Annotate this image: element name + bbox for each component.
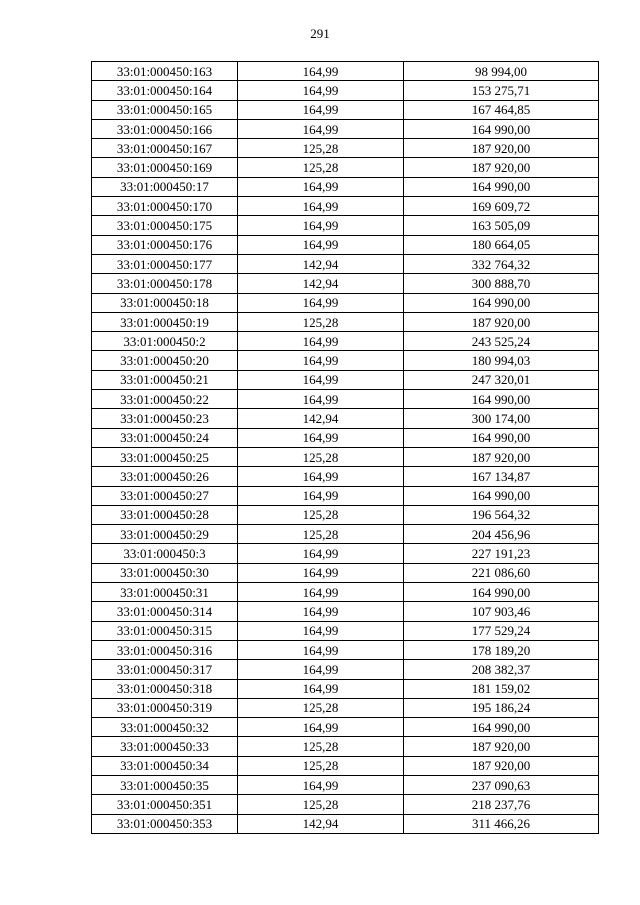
table-row (92, 621, 599, 640)
area-cell: 164,99 (238, 370, 404, 389)
area-cell: 125,28 (238, 505, 404, 524)
table-row (92, 505, 599, 524)
value-cell: 98 994,00 (404, 62, 599, 81)
value-cell: 180 994,03 (404, 351, 599, 370)
value-cell: 164 990,00 (404, 293, 599, 312)
cadastral-number-cell: 33:01:000450:20 (92, 351, 238, 370)
cadastral-number-cell: 33:01:000450:28 (92, 505, 238, 524)
value-cell: 300 174,00 (404, 409, 599, 428)
value-cell: 227 191,23 (404, 544, 599, 563)
area-cell: 142,94 (238, 409, 404, 428)
cadastral-number-cell: 33:01:000450:315 (92, 621, 238, 640)
value-cell: 177 529,24 (404, 621, 599, 640)
area-cell: 164,99 (238, 467, 404, 486)
value-cell: 196 564,32 (404, 505, 599, 524)
cadastral-number-cell: 33:01:000450:24 (92, 428, 238, 447)
area-cell: 164,99 (238, 177, 404, 196)
area-cell: 125,28 (238, 158, 404, 177)
cadastral-number-cell: 33:01:000450:33 (92, 737, 238, 756)
table-row (92, 197, 599, 216)
area-cell: 164,99 (238, 351, 404, 370)
area-cell: 142,94 (238, 274, 404, 293)
cadastral-number-cell: 33:01:000450:21 (92, 370, 238, 389)
table-row (92, 158, 599, 177)
area-cell: 164,99 (238, 428, 404, 447)
table-row (92, 602, 599, 621)
cadastral-number-cell: 33:01:000450:3 (92, 544, 238, 563)
cadastral-number-cell: 33:01:000450:317 (92, 660, 238, 679)
table-row (92, 814, 599, 833)
table-row (92, 795, 599, 814)
table-row (92, 756, 599, 775)
table-row (92, 467, 599, 486)
table-row (92, 718, 599, 737)
cadastral-number-cell: 33:01:000450:17 (92, 177, 238, 196)
table-row (92, 81, 599, 100)
table-row (92, 447, 599, 466)
area-cell: 164,99 (238, 679, 404, 698)
table-row (92, 351, 599, 370)
table-row (92, 660, 599, 679)
cadastral-number-cell: 33:01:000450:314 (92, 602, 238, 621)
table-row (92, 370, 599, 389)
value-cell: 187 920,00 (404, 447, 599, 466)
cadastral-number-cell: 33:01:000450:32 (92, 718, 238, 737)
data-table (91, 61, 599, 834)
value-cell: 204 456,96 (404, 525, 599, 544)
cadastral-number-cell: 33:01:000450:170 (92, 197, 238, 216)
area-cell: 125,28 (238, 525, 404, 544)
cadastral-number-cell: 33:01:000450:351 (92, 795, 238, 814)
area-cell: 164,99 (238, 293, 404, 312)
table-row (92, 119, 599, 138)
value-cell: 187 920,00 (404, 756, 599, 775)
area-cell: 125,28 (238, 795, 404, 814)
area-cell: 164,99 (238, 486, 404, 505)
cadastral-number-cell: 33:01:000450:31 (92, 583, 238, 602)
page-number: 291 (310, 26, 330, 41)
cadastral-number-cell: 33:01:000450:163 (92, 62, 238, 81)
value-cell: 187 920,00 (404, 139, 599, 158)
area-cell: 164,99 (238, 544, 404, 563)
area-cell: 142,94 (238, 814, 404, 833)
value-cell: 243 525,24 (404, 332, 599, 351)
cadastral-number-cell: 33:01:000450:165 (92, 100, 238, 119)
cadastral-number-cell: 33:01:000450:35 (92, 775, 238, 794)
table-row (92, 293, 599, 312)
cadastral-number-cell: 33:01:000450:164 (92, 81, 238, 100)
value-cell: 187 920,00 (404, 158, 599, 177)
value-cell: 208 382,37 (404, 660, 599, 679)
cadastral-number-cell: 33:01:000450:178 (92, 274, 238, 293)
value-cell: 164 990,00 (404, 390, 599, 409)
area-cell: 164,99 (238, 235, 404, 254)
value-cell: 311 466,26 (404, 814, 599, 833)
table-row (92, 544, 599, 563)
cadastral-number-cell: 33:01:000450:318 (92, 679, 238, 698)
cadastral-number-cell: 33:01:000450:167 (92, 139, 238, 158)
table-row (92, 390, 599, 409)
table-row (92, 583, 599, 602)
value-cell: 167 134,87 (404, 467, 599, 486)
cadastral-number-cell: 33:01:000450:27 (92, 486, 238, 505)
table-row (92, 100, 599, 119)
value-cell: 332 764,32 (404, 254, 599, 273)
value-cell: 164 990,00 (404, 177, 599, 196)
cadastral-number-cell: 33:01:000450:2 (92, 332, 238, 351)
table-row (92, 332, 599, 351)
area-cell: 142,94 (238, 254, 404, 273)
cadastral-number-cell: 33:01:000450:26 (92, 467, 238, 486)
area-cell: 164,99 (238, 621, 404, 640)
cadastral-number-cell: 33:01:000450:29 (92, 525, 238, 544)
table-row (92, 216, 599, 235)
area-cell: 125,28 (238, 139, 404, 158)
area-cell: 164,99 (238, 216, 404, 235)
value-cell: 107 903,46 (404, 602, 599, 621)
value-cell: 163 505,09 (404, 216, 599, 235)
cadastral-number-cell: 33:01:000450:319 (92, 698, 238, 717)
value-cell: 237 090,63 (404, 775, 599, 794)
area-cell: 164,99 (238, 100, 404, 119)
cadastral-number-cell: 33:01:000450:25 (92, 447, 238, 466)
value-cell: 164 990,00 (404, 486, 599, 505)
cadastral-number-cell: 33:01:000450:166 (92, 119, 238, 138)
table-body (92, 62, 599, 834)
value-cell: 181 159,02 (404, 679, 599, 698)
area-cell: 125,28 (238, 312, 404, 331)
cadastral-number-cell: 33:01:000450:175 (92, 216, 238, 235)
value-cell: 247 320,01 (404, 370, 599, 389)
cadastral-number-cell: 33:01:000450:353 (92, 814, 238, 833)
area-cell: 164,99 (238, 583, 404, 602)
area-cell: 164,99 (238, 81, 404, 100)
table-row (92, 139, 599, 158)
table-row (92, 62, 599, 81)
area-cell: 164,99 (238, 390, 404, 409)
area-cell: 125,28 (238, 756, 404, 775)
cadastral-number-cell: 33:01:000450:34 (92, 756, 238, 775)
cadastral-number-cell: 33:01:000450:176 (92, 235, 238, 254)
table-row (92, 563, 599, 582)
value-cell: 153 275,71 (404, 81, 599, 100)
cadastral-number-cell: 33:01:000450:22 (92, 390, 238, 409)
table-row (92, 775, 599, 794)
table-row (92, 428, 599, 447)
area-cell: 164,99 (238, 775, 404, 794)
value-cell: 167 464,85 (404, 100, 599, 119)
table-row (92, 409, 599, 428)
cadastral-number-cell: 33:01:000450:23 (92, 409, 238, 428)
area-cell: 164,99 (238, 563, 404, 582)
table-row (92, 679, 599, 698)
area-cell: 164,99 (238, 602, 404, 621)
value-cell: 300 888,70 (404, 274, 599, 293)
area-cell: 164,99 (238, 62, 404, 81)
value-cell: 178 189,20 (404, 640, 599, 659)
table-row (92, 525, 599, 544)
area-cell: 164,99 (238, 660, 404, 679)
cadastral-number-cell: 33:01:000450:169 (92, 158, 238, 177)
cadastral-number-cell: 33:01:000450:18 (92, 293, 238, 312)
table-row (92, 486, 599, 505)
table-row (92, 235, 599, 254)
table-row (92, 177, 599, 196)
area-cell: 164,99 (238, 718, 404, 737)
value-cell: 164 990,00 (404, 119, 599, 138)
cadastral-number-cell: 33:01:000450:177 (92, 254, 238, 273)
value-cell: 169 609,72 (404, 197, 599, 216)
table-row (92, 254, 599, 273)
value-cell: 164 990,00 (404, 718, 599, 737)
cadastral-number-cell: 33:01:000450:316 (92, 640, 238, 659)
area-cell: 125,28 (238, 447, 404, 466)
table-row (92, 698, 599, 717)
area-cell: 125,28 (238, 737, 404, 756)
value-cell: 187 920,00 (404, 312, 599, 331)
value-cell: 195 186,24 (404, 698, 599, 717)
area-cell: 164,99 (238, 640, 404, 659)
table-row (92, 640, 599, 659)
cadastral-number-cell: 33:01:000450:30 (92, 563, 238, 582)
value-cell: 180 664,05 (404, 235, 599, 254)
table-row (92, 312, 599, 331)
table-row (92, 274, 599, 293)
table-row (92, 737, 599, 756)
area-cell: 164,99 (238, 119, 404, 138)
value-cell: 218 237,76 (404, 795, 599, 814)
area-cell: 164,99 (238, 332, 404, 351)
area-cell: 125,28 (238, 698, 404, 717)
value-cell: 187 920,00 (404, 737, 599, 756)
value-cell: 164 990,00 (404, 583, 599, 602)
value-cell: 221 086,60 (404, 563, 599, 582)
cadastral-number-cell: 33:01:000450:19 (92, 312, 238, 331)
area-cell: 164,99 (238, 197, 404, 216)
value-cell: 164 990,00 (404, 428, 599, 447)
